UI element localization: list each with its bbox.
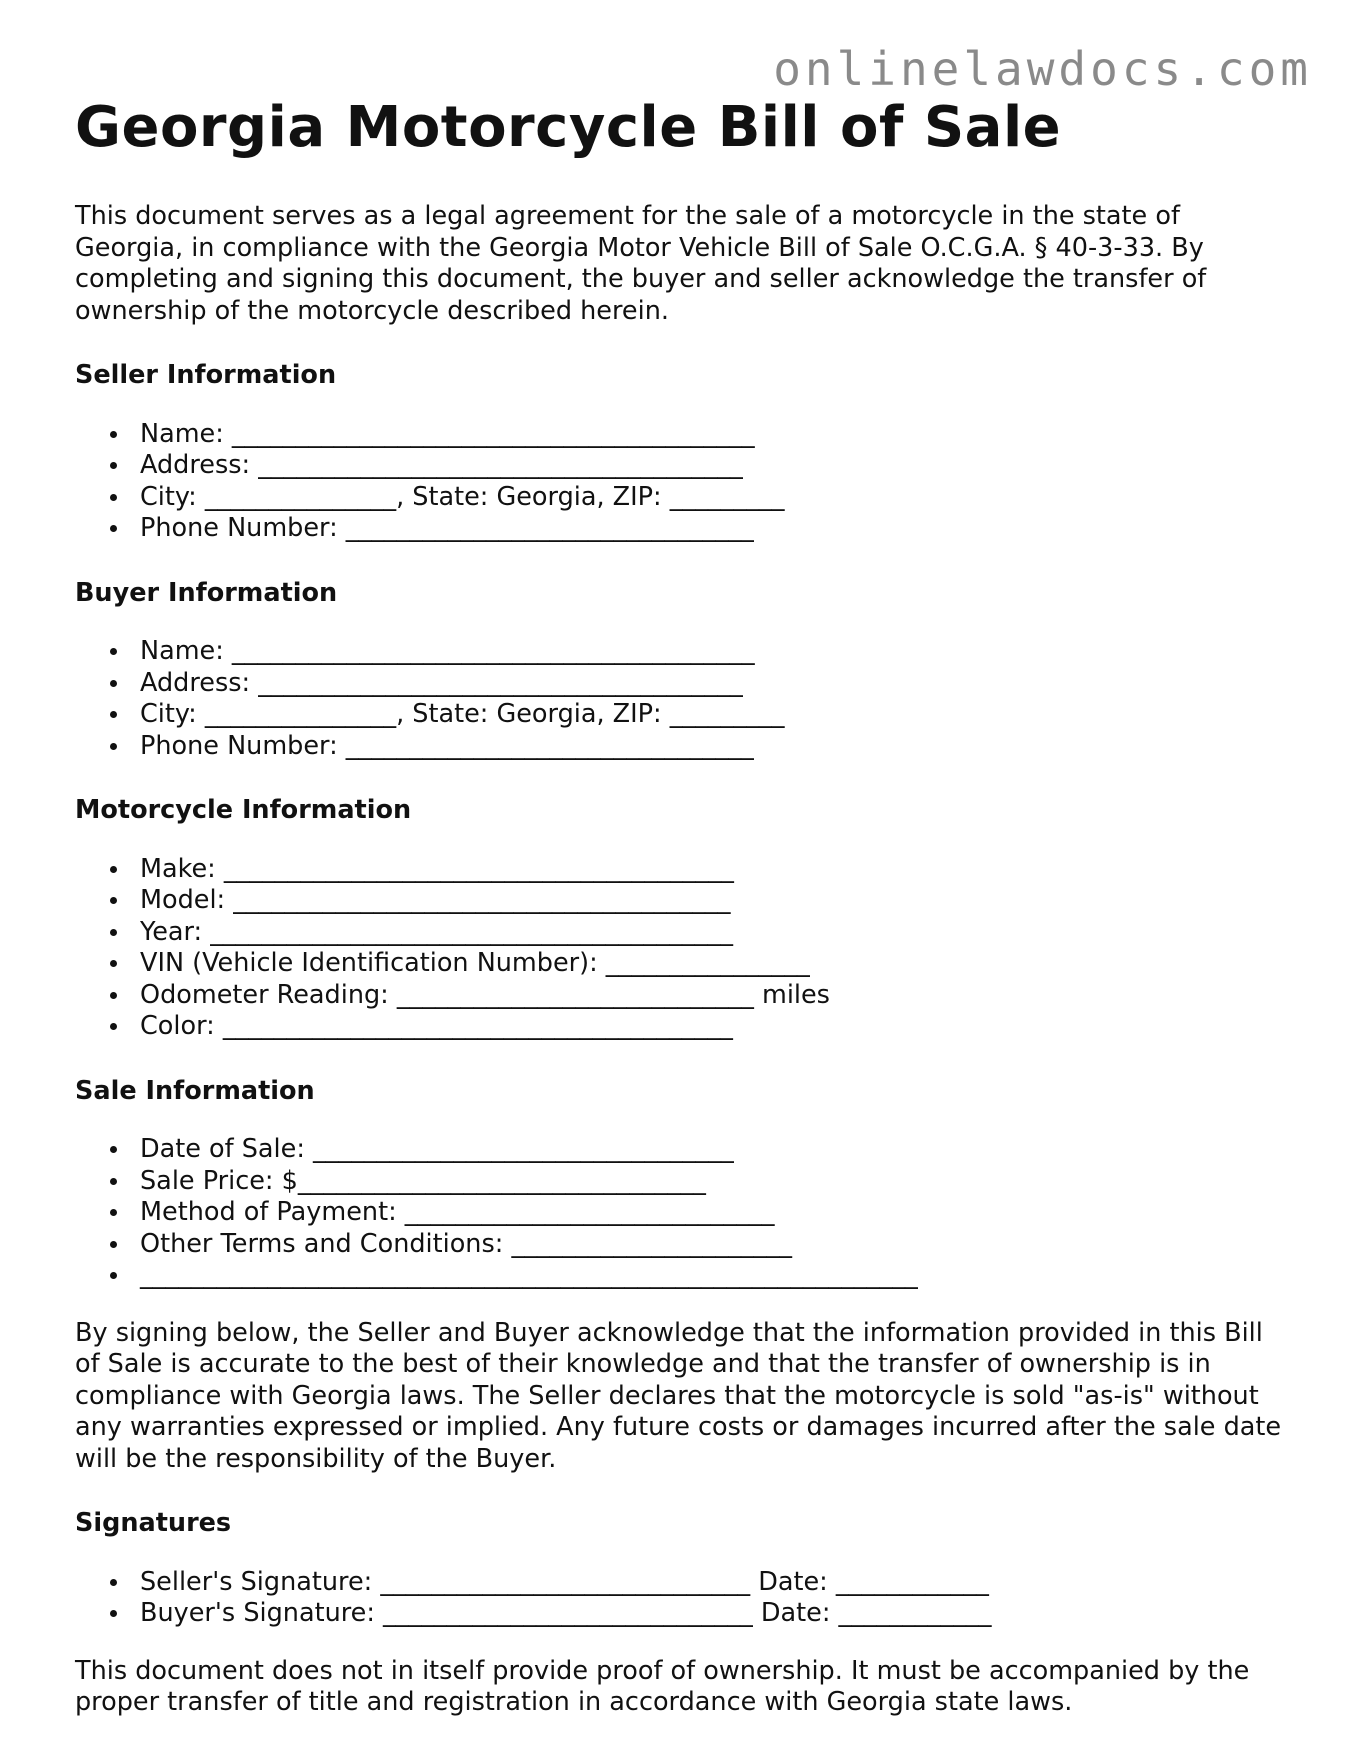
sale-list: [75, 1134, 1285, 1292]
sale-price-field[interactable]: Sale Price: $________________________________: [140, 1166, 1285, 1198]
buyer-list: [75, 636, 1285, 762]
make-field[interactable]: Make: ________________________________________: [140, 854, 1285, 886]
other-terms-continued-field[interactable]: _____________________________________________________________: [140, 1260, 1285, 1292]
model-field[interactable]: Model: _______________________________________: [140, 885, 1285, 917]
buyer-city-field[interactable]: City: _______________, State: Georgia, ZIP: _________: [140, 699, 1285, 731]
buyer-signature-field[interactable]: Buyer's Signature: _____________________________ Date: ____________: [140, 1598, 1285, 1630]
seller-list: [75, 419, 1285, 545]
signatures-heading: Signatures: [75, 1508, 232, 1538]
color-field[interactable]: Color: ________________________________________: [140, 1011, 1285, 1043]
date-of-sale-field[interactable]: Date of Sale: _________________________________: [140, 1134, 1285, 1166]
motorcycle-heading: Motorcycle Information: [75, 795, 412, 825]
acknowledgement-paragraph: By signing below, the Seller and Buyer acknowledge that the information provided in this Bill of Sale is accurate to the best of their knowledge and that the transfer of ownership is in compliance with Georgia laws. The Seller declares that the motorcycle is sold "as-is" without any warranties expressed or implied. Any future costs or damages incurred after the sale date will be the responsibility of the Buyer.: [75, 1317, 1282, 1474]
year-field[interactable]: Year: _________________________________________: [140, 917, 1285, 949]
odometer-field[interactable]: Odometer Reading: ____________________________ miles: [140, 980, 1285, 1012]
footer-paragraph: This document does not in itself provide proof of ownership. It must be accompanied by the proper transfer of title and registration in accordance with Georgia state laws.: [75, 1655, 1250, 1717]
watermark: onlinelawdocs.com: [773, 42, 1312, 96]
seller-phone-field[interactable]: Phone Number: ________________________________: [140, 513, 1285, 545]
seller-name-field[interactable]: Name: _________________________________________: [140, 419, 1285, 451]
vin-field[interactable]: VIN (Vehicle Identification Number): ________________: [140, 948, 1285, 980]
seller-city-field[interactable]: City: _______________, State: Georgia, ZIP: _________: [140, 482, 1285, 514]
payment-method-field[interactable]: Method of Payment: _____________________________: [140, 1197, 1285, 1229]
buyer-name-field[interactable]: Name: _________________________________________: [140, 636, 1285, 668]
seller-heading: Seller Information: [75, 360, 337, 390]
other-terms-field[interactable]: Other Terms and Conditions: ______________________: [140, 1229, 1285, 1261]
intro-paragraph: This document serves as a legal agreement for the sale of a motorcycle in the state of Georgia, in compliance with the Georgia Motor Vehicle Bill of Sale O.C.G.A. § 40-3-33. By completing and signing this document, the buyer and seller acknowledge the transfer of ownership of the motorcycle described herein.: [75, 201, 1207, 326]
document-title: Georgia Motorcycle Bill of Sale: [75, 95, 1062, 160]
seller-address-field[interactable]: Address: ______________________________________: [140, 450, 1285, 482]
seller-signature-field[interactable]: Seller's Signature: _____________________________ Date: ____________: [140, 1567, 1285, 1599]
buyer-phone-field[interactable]: Phone Number: ________________________________: [140, 731, 1285, 763]
buyer-address-field[interactable]: Address: ______________________________________: [140, 668, 1285, 700]
buyer-heading: Buyer Information: [75, 577, 338, 608]
signatures-list: [75, 1567, 1285, 1630]
document-body: [75, 95, 1285, 1719]
motorcycle-list: [75, 854, 1285, 1043]
sale-heading: Sale Information: [75, 1075, 315, 1106]
